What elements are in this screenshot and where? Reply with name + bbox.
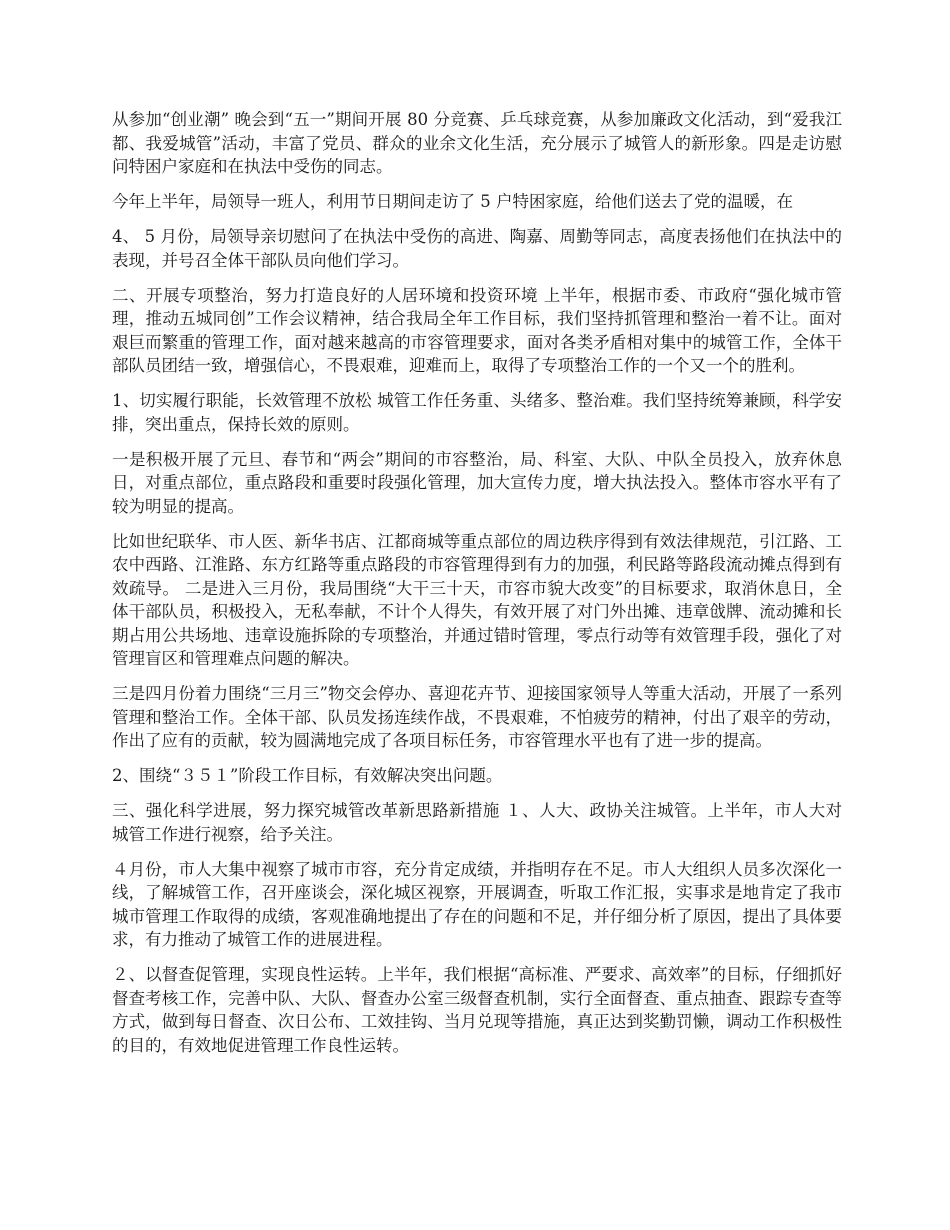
paragraph-7: 比如世纪联华、市人医、新华书店、江都商城等重点部位的周边秩序得到有效法律规范，引江路、工农中西路、江淮路、东方红路等重点路段的市容管理得到有力的加强，利民路等路段流动摊点得到有效疏导。 二是进入三月份，我局围绕“大干三十天，市容市貌大改变”的目标要求，取消休息日，全体干部队员，积极投入，无私奉献，不计个人得失，有效开展了对门外出摊、违章戗牌、流动摊和长期占用公共场地、违章设施拆除的专项整治，并通过错时管理，零点行动等有效管理手段，强化了对管理盲区和管理难点问题的解决。 [112, 531, 842, 668]
paragraph-9: 2、围绕“３５１”阶段工作目标，有效解决突出问题。 [112, 766, 503, 785]
paragraph-2: 今年上半年，局领导一班人，利用节日期间走访了 5 户特困家庭，给他们送去了党的温暖，在 [112, 192, 793, 211]
paragraph-1: 从参加“创业潮” 晚会到“五一”期间开展 80 分竞赛、乒乓球竞赛，从参加廉政文化活动，到“爱我江都、我爱城管”活动，丰富了党员、群众的业余文化生活，充分展示了城管人的新形象。四是走访慰问特困户家庭和在执法中受伤的同志。 [112, 110, 842, 176]
paragraph-8: 三是四月份着力围绕“三月三”物交会停办、喜迎花卉节、迎接国家领导人等重大活动，开展了一系列管理和整治工作。全体干部、队员发扬连续作战，不畏艰难，不怕疲劳的精神，付出了艰辛的劳动，作出了应有的贡献，较为圆满地完成了各项目标任务，市容管理水平也有了进一步的提高。 [112, 684, 842, 750]
document-body [112, 108, 842, 1069]
paragraph-5: 1、切实履行职能，长效管理不放松 城管工作任务重、头绪多、整治难。我们坚持统筹兼顾，科学安排，突出重点，保持长效的原则。 [112, 391, 842, 434]
paragraph-3: 4、 5 月份，局领导亲切慰问了在执法中受伤的高进、陶嘉、周勤等同志，高度表扬他们在执法中的表现，并号召全体干部队员向他们学习。 [112, 227, 842, 270]
paragraph-6: 一是积极开展了元旦、春节和“两会”期间的市容整治，局、科室、大队、中队全员投入，放弃休息日，对重点部位，重点路段和重要时段强化管理，加大宣传力度，增大执法投入。整体市容水平有了较为明显的提高。 [112, 449, 842, 516]
paragraph-12: ２、以督查促管理，实现良性运转。上半年，我们根据“高标准、严要求、高效率”的目标，仔细抓好督查考核工作，完善中队、大队、督查办公室三级督查机制，实行全面督查、重点抽查、跟踪专查等方式，做到每日督查、次日公布、工效挂钩、当月兑现等措施，真正达到奖勤罚懒，调动工作积极性的目的，有效地促进管理工作良性运转。 [112, 965, 842, 1055]
paragraph-4: 二、开展专项整治，努力打造良好的人居环境和投资环境 上半年，根据市委、市政府“强化城市管理，推动五城同创”工作会议精神，结合我局全年工作目标，我们坚持抓管理和整治一着不让。面对艰巨而繁重的管理工作，面对越来越高的市容管理要求，面对各类矛盾相对集中的城管工作，全体干部队员团结一致，增强信心，不畏艰难，迎难而上，取得了专项整治工作的一个又一个的胜利。 [112, 285, 842, 375]
paragraph-10: 三、强化科学进展，努力探究城管改革新思路新措施 １、人大、政协关注城管。上半年，市人大对城管工作进行视察，给予关注。 [112, 801, 842, 844]
paragraph-11: ４月份，市人大集中视察了城市市容，充分肯定成绩，并指明存在不足。市人大组织人员多次深化一线，了解城管工作，召开座谈会，深化城区视察，开展调查，听取工作汇报，实事求是地肯定了我市城市管理工作取得的成绩，客观准确地提出了存在的问题和不足，并仔细分析了原因，提出了具体要求，有力推动了城管工作的进展进程。 [112, 859, 842, 949]
